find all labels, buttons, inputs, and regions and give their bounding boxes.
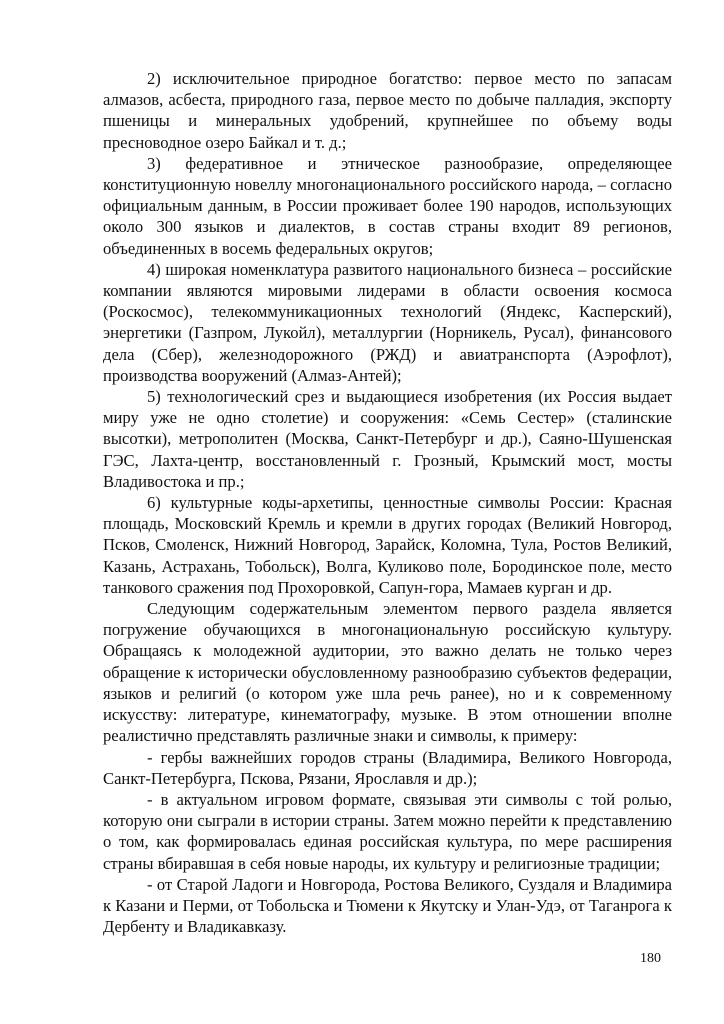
- paragraph-technology: 5) технологический срез и выдающиеся изобретения (их Россия выдает миру уже не одно столетие) и сооружения: «Семь Сестер» (сталинские высотки), метрополитен (Москва, Санкт-Петербург и др.), Саяно-Шушенская ГЭС, Лахта-центр, восстановленный г. Грозный, Крымский мост, мосты Владивостока и пр.;: [103, 387, 672, 491]
- paragraph-natural-wealth: 2) исключительное природное богатство: первое место по запасам алмазов, асбеста, природного газа, первое место по добыче палладия, экспорту пшеницы и минеральных удобрений, крупнейшее по объему воды пресноводное озеро Байкал и т. д.;: [103, 69, 672, 152]
- paragraph-cultural-codes: 6) культурные коды-архетипы, ценностные символы России: Красная площадь, Московский Кремль и кремли в других городах (Великий Новгород, Псков, Смоленск, Нижний Новгород, Зарайск, Коломна, Тула, Ростов Великий, Казань, Астрахань, Тобольск), Волга, Куликово поле, Бородинское поле, место танкового сражения под Прохоровкой, Сапун-гора, Мамаев курган и др.: [103, 493, 672, 597]
- list-item-game-format: - в актуальном игровом формате, связывая эти символы с той ролью, которую они сыграли в истории страны. Затем можно перейти к представлению о том, как формировалась единая российская культура, по мере расширения страны вбиравшая в себя новые народы, их культуру и религиозные традиции;: [103, 789, 672, 873]
- list-item-city-arms: - гербы важнейших городов страны (Владимира, Великого Новгорода, Санкт-Петербурга, Пскова, Рязани, Ярославля и др.);: [103, 747, 672, 788]
- document-body: [103, 68, 672, 937]
- paragraph-federal-diversity: 3) федеративное и этническое разнообразие, определяющее конституционную новеллу многонационального российского народа, – согласно официальным данным, в России проживает более 190 народов, использующих около 300 языков и диалектов, в состав страны входит 89 регионов, объединенных в восемь федеральных округов;: [103, 153, 672, 258]
- page-number: 180: [640, 951, 661, 966]
- list-item-geography: - от Старой Ладоги и Новгорода, Ростова Великого, Суздаля и Владимира к Казани и Перми, от Тобольска и Тюмени к Якутску и Улан-Удэ, от Таганрога к Дербенту и Владикавказу.: [103, 874, 672, 937]
- paragraph-multinational-culture: Следующим содержательным элементом первого раздела является погружение обучающихся в многонациональную российскую культуру. Обращаясь к молодежной аудитории, это важно делать не только через обращение к исторически обусловленному разнообразию субъектов федерации, языков и религий (о котором уже шла речь ранее), но и к современному искусству: литературе, кинематографу, музыке. В этом отношении вполне реалистично представлять различные знаки и символы, к примеру:: [103, 599, 672, 746]
- paragraph-national-business: 4) широкая номенклатура развитого национального бизнеса – российские компании являются мировыми лидерами в области освоения космоса (Роскосмос), телекоммуникационных технологий (Яндекс, Касперский), энергетики (Газпром, Лукойл), металлургии (Норникель, Русал), финансового дела (Сбер), железнодорожного (РЖД) и авиатранспорта (Аэрофлот), производства вооружений (Алмаз-Антей);: [103, 259, 672, 385]
